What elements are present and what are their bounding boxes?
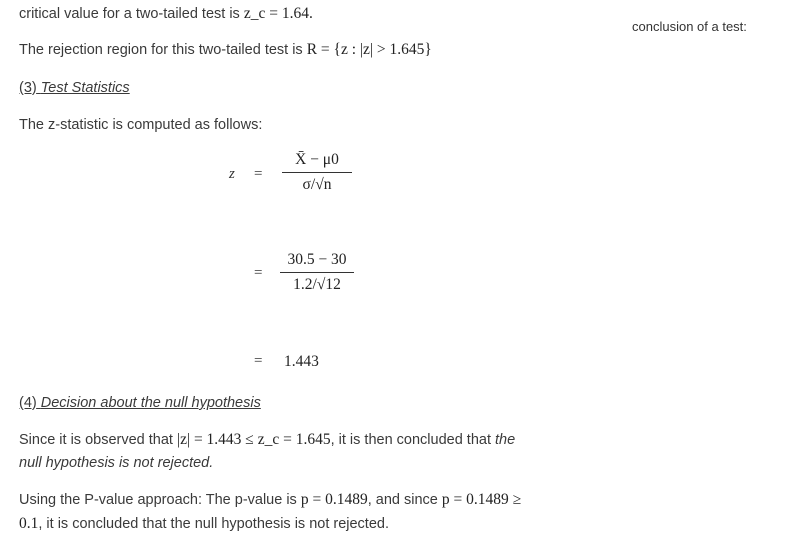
equation-2-numerator: 30.5 − 30	[287, 251, 347, 268]
equation-2-relation: =	[254, 265, 263, 281]
equation-2-denominator: 1.2/√12	[293, 276, 341, 293]
equation-3-relation: =	[254, 353, 263, 369]
p-value-math-2: p = 0.1489 ≥	[441, 491, 522, 508]
p-value-math-1: p = 0.1489	[300, 491, 368, 508]
equation-1-numerator: X̄ − μ0	[295, 151, 339, 168]
equation-3-value: 1.443	[284, 353, 319, 370]
section-heading-decision: (4) Decision about the null hypothesis	[19, 395, 261, 411]
rejection-region-math: R = {z : |z| > 1.645}	[306, 41, 432, 58]
z-statistic-intro: The z-statistic is computed as follows:	[19, 117, 263, 133]
decision-line-2: null hypothesis is not rejected.	[19, 455, 214, 471]
equation-lhs-z: z	[229, 166, 235, 182]
p-value-line-1: Using the P-value approach: The p-value is p = 0.1489, and since p = 0.1489 ≥	[19, 491, 522, 508]
decision-math: |z| = 1.443 ≤ z_c = 1.645	[176, 431, 331, 448]
sidebar-note: conclusion of a test:	[632, 19, 747, 34]
critical-value-math: z_c = 1.64.	[243, 5, 313, 22]
equation-1-denominator: σ/√n	[302, 176, 332, 193]
p-value-line-2: 0.1, it is concluded that the null hypothesis is not rejected.	[19, 515, 389, 532]
equation-2-fraction	[280, 251, 354, 294]
equation-1-fraction-bar	[282, 172, 352, 173]
section-heading-test-statistics: (3) Test Statistics	[19, 80, 130, 96]
equation-2-fraction-bar	[280, 272, 354, 273]
p-value-alpha: 0.1	[19, 515, 39, 532]
critical-value-line: critical value for a two-tailed test is z_c = 1.64.	[19, 5, 313, 22]
equation-1-fraction	[282, 151, 352, 194]
equation-1-relation: =	[254, 166, 263, 182]
rejection-region-line: The rejection region for this two-tailed test is R = {z : |z| > 1.645}	[19, 41, 432, 58]
decision-line-1: Since it is observed that |z| = 1.443 ≤ z_c = 1.645, it is then concluded that the	[19, 431, 516, 448]
